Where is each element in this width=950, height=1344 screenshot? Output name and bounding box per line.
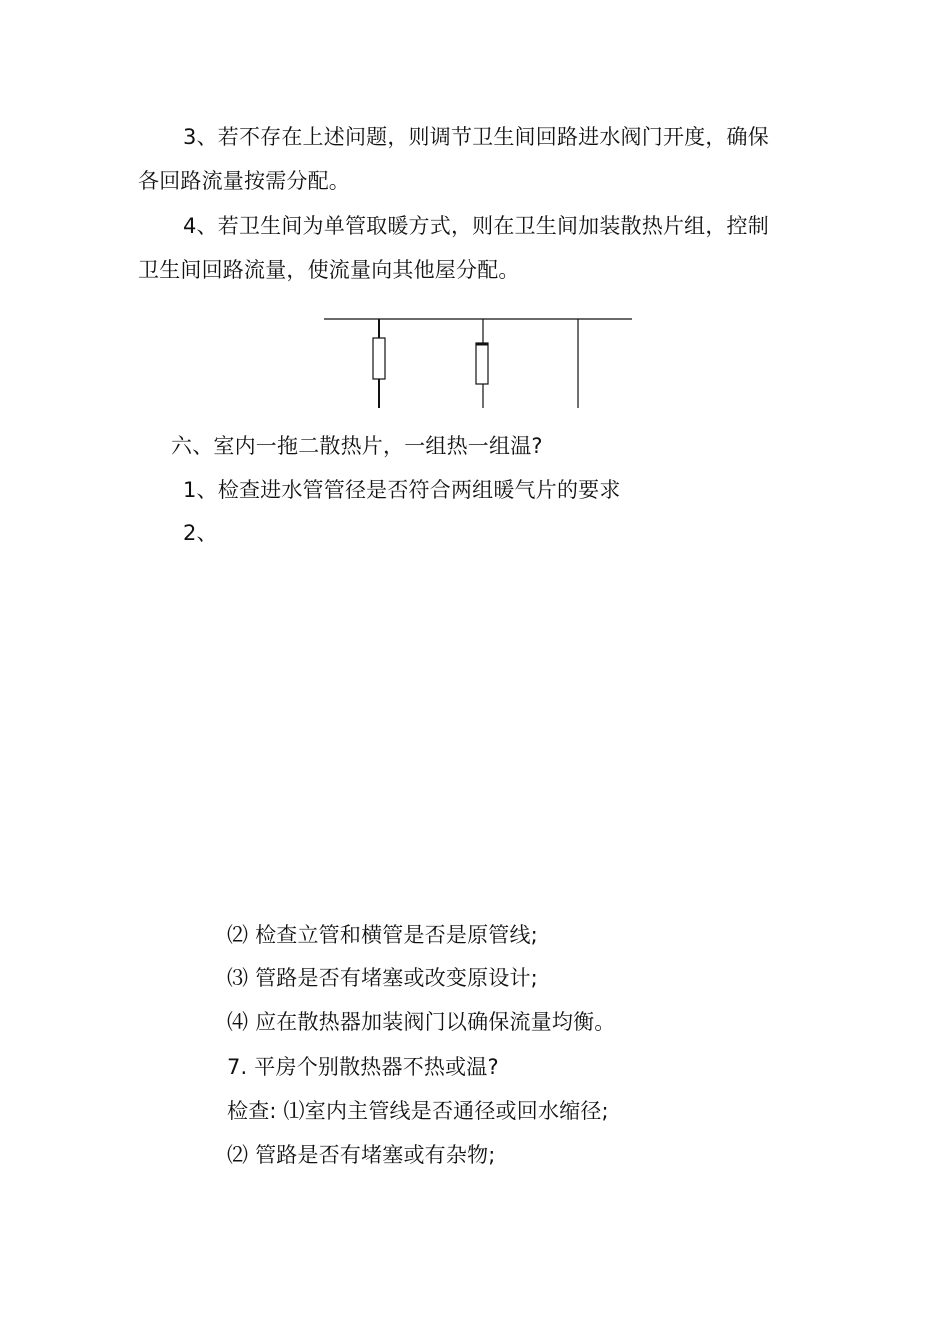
riser-middle [476, 319, 488, 408]
item4-line2: 卫生间回路流量，使流量向其他屋分配。 [138, 258, 520, 282]
check-item4: ⑷ 应在散热器加装阀门以确保流量均衡。 [227, 1010, 616, 1034]
section-seven-check1: 检查: ⑴室内主管线是否通径或回水缩径; [227, 1099, 609, 1123]
section-seven-heading: 7. 平房个别散热器不热或温? [227, 1055, 499, 1079]
pipe-radiator-diagram [322, 314, 634, 410]
section-six-heading: 六、室内一拖二散热片，一组热一组温? [171, 434, 543, 458]
section-six-item2: 2、 [183, 521, 218, 545]
item3-line1: 3、若不存在上述问题，则调节卫生间回路进水阀门开度，确保 [183, 125, 769, 149]
section-seven-check2: ⑵ 管路是否有堵塞或有杂物; [227, 1143, 496, 1167]
check-item2: ⑵ 检查立管和横管是否是原管线; [227, 923, 538, 947]
section-six-item1: 1、检查进水管管径是否符合两组暖气片的要求 [183, 478, 621, 502]
item3-line2: 各回路流量按需分配。 [138, 169, 350, 193]
check-item3: ⑶ 管路是否有堵塞或改变原设计; [227, 966, 538, 990]
riser-left [373, 319, 385, 408]
item4-line1: 4、若卫生间为单管取暖方式，则在卫生间加装散热片组，控制 [183, 214, 769, 238]
